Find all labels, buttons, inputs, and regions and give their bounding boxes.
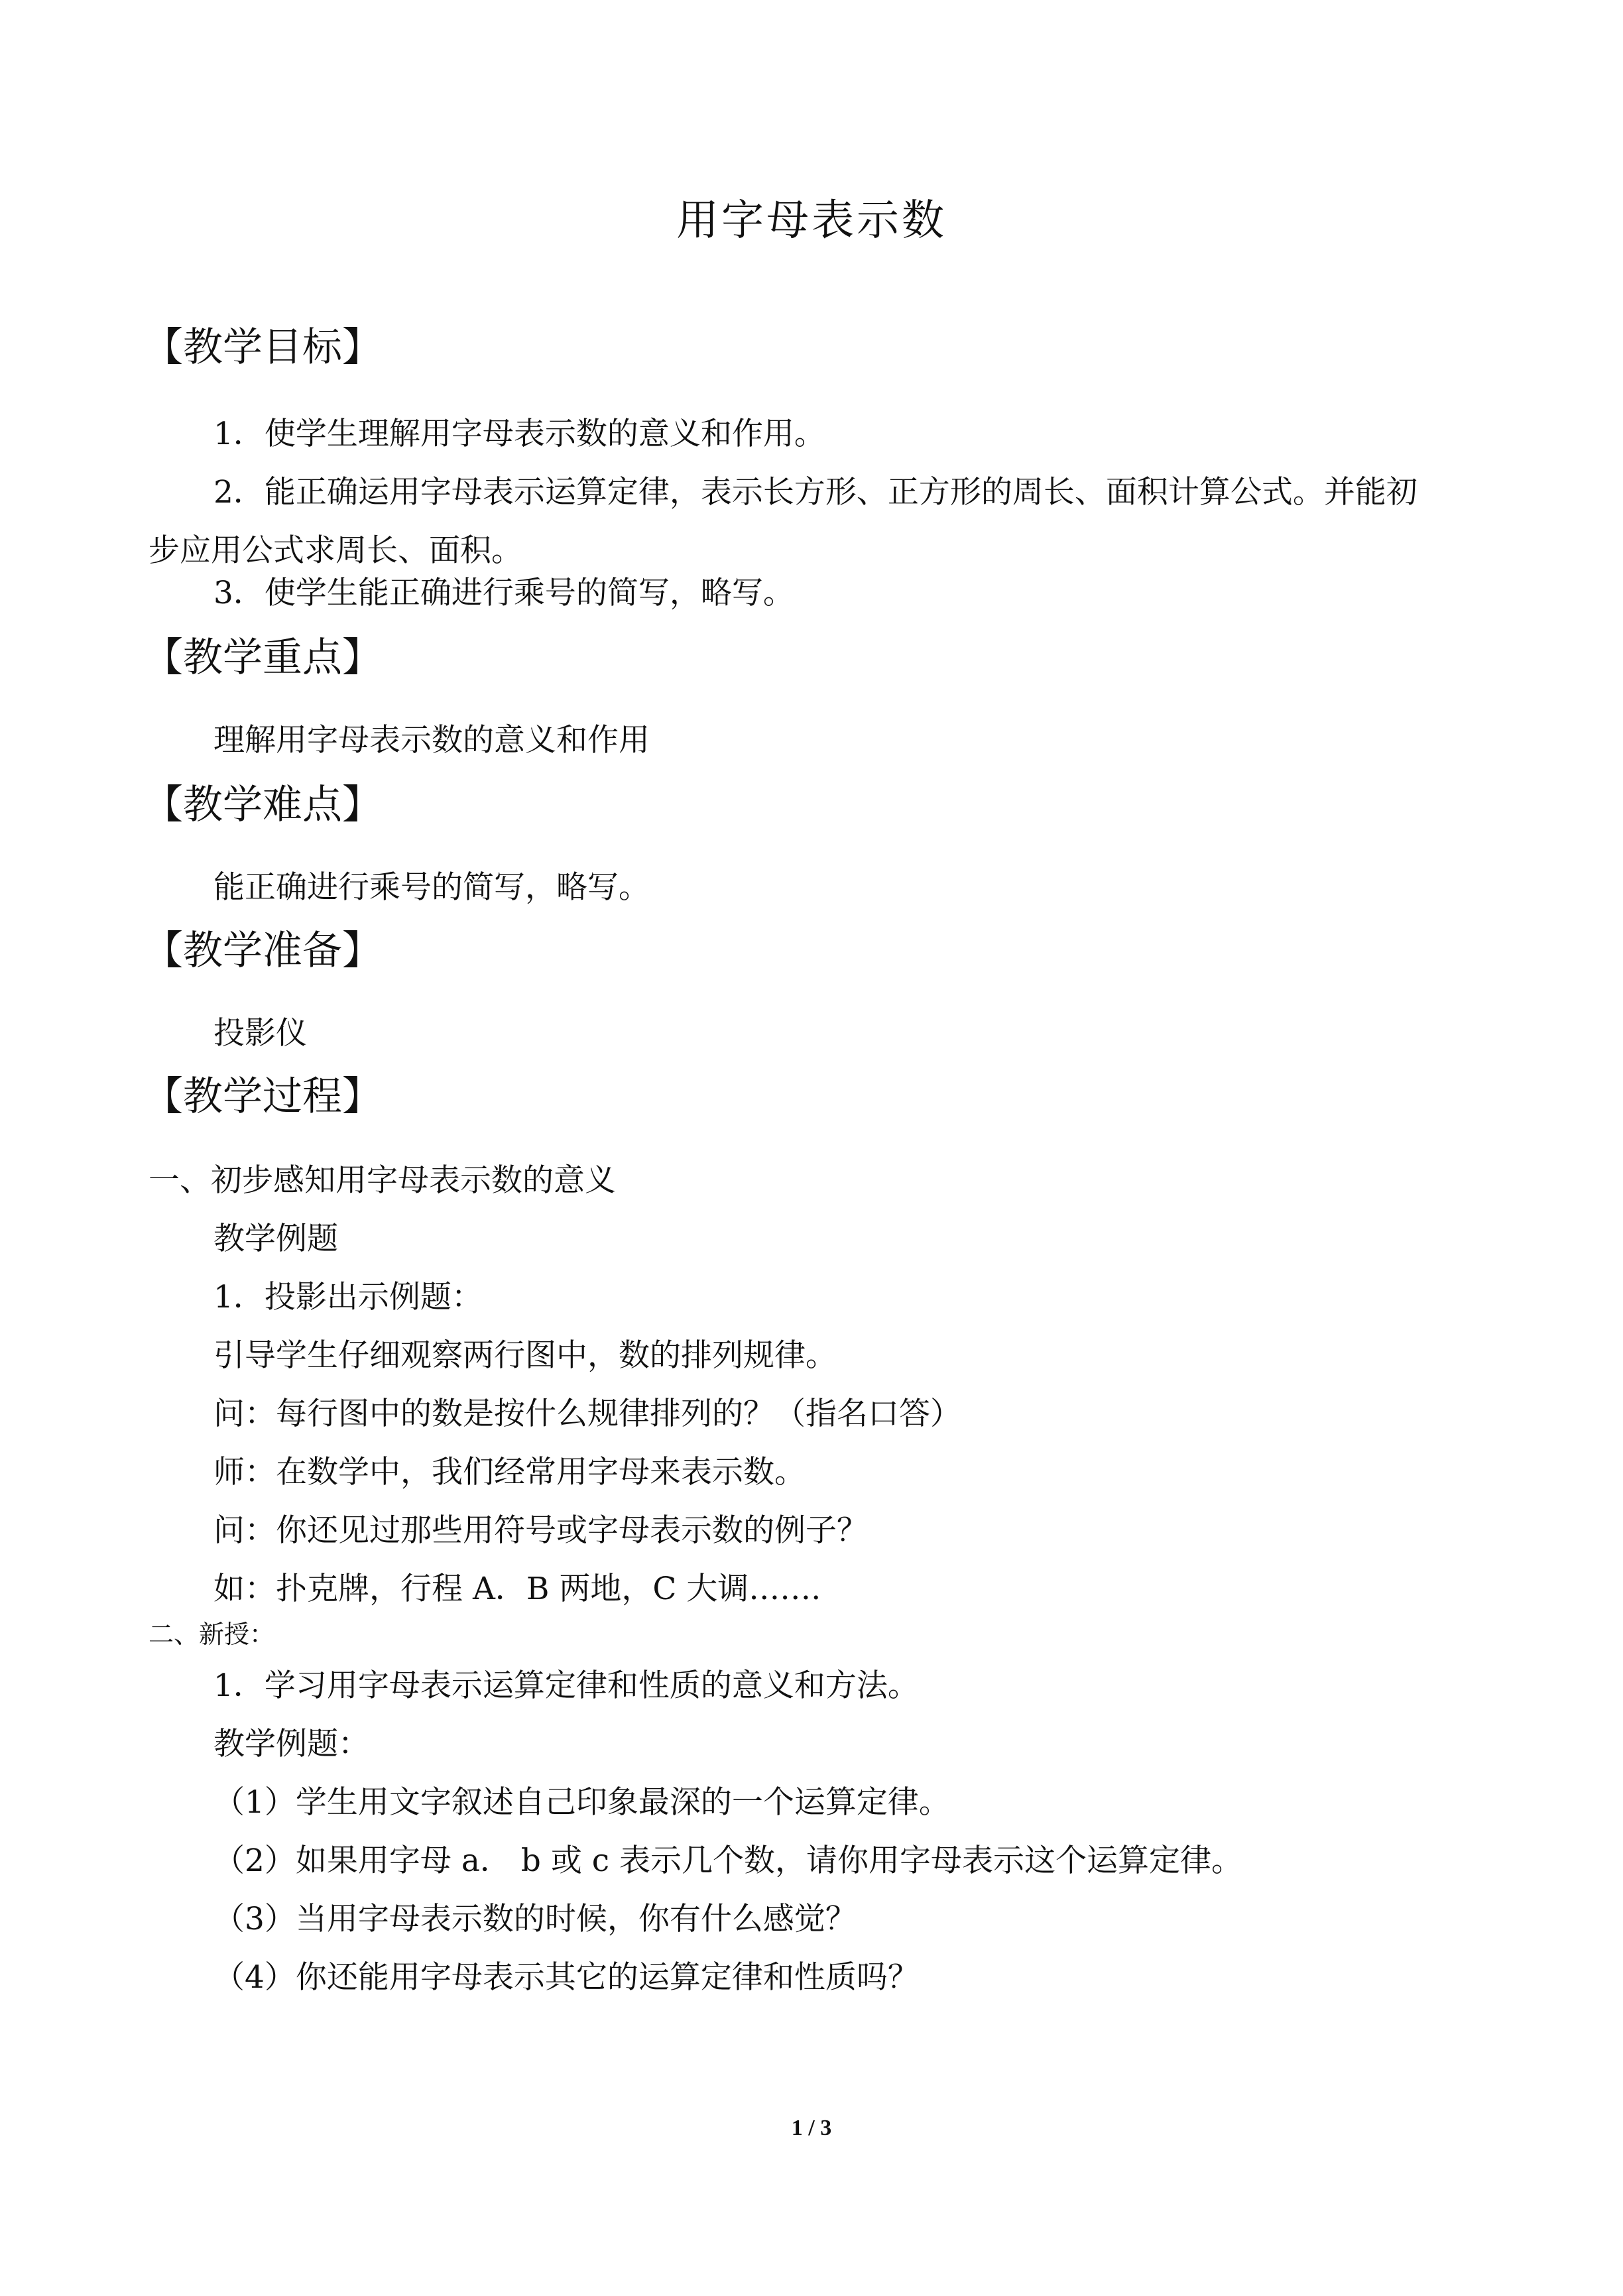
- goal-item-3: 3．使学生能正确进行乘号的简写，略写。: [213, 575, 794, 611]
- process-line: 师：在数学中，我们经常用字母来表示数。: [213, 1454, 806, 1490]
- process-part1-title: 一、初步感知用字母表示数的意义: [149, 1162, 616, 1199]
- process-line: 问：你还见过那些用符号或字母表示数的例子？: [213, 1512, 868, 1549]
- heading-key-points: 【教学重点】: [143, 634, 382, 681]
- process-line: 引导学生仔细观察两行图中，数的排列规律。: [213, 1337, 837, 1374]
- process-line: 教学例题：: [213, 1726, 369, 1762]
- heading-difficulties: 【教学难点】: [143, 782, 382, 828]
- document-title: 用字母表示数: [676, 196, 947, 245]
- goal-item-1: 1．使学生理解用字母表示数的意义和作用。: [213, 416, 825, 452]
- process-line: 问：每行图中的数是按什么规律排列的？（指名口答）: [213, 1396, 961, 1432]
- goal-item-2-continued: 步应用公式求周长、面积。: [149, 532, 522, 569]
- heading-goals: 【教学目标】: [143, 324, 382, 371]
- process-line: 教学例题: [213, 1221, 338, 1257]
- process-line: 1．学习用字母表示运算定律和性质的意义和方法。: [213, 1667, 919, 1704]
- goal-item-2: 2．能正确运用字母表示运算定律，表示长方形、正方形的周长、面积计算公式。并能初: [213, 474, 1417, 511]
- process-line: 1．投影出示例题：: [213, 1279, 483, 1315]
- process-line: （2）如果用字母 a． b 或 c 表示几个数，请你用字母表示这个运算定律。: [213, 1843, 1243, 1879]
- page-number: 1 / 3: [791, 2116, 832, 2140]
- process-line: （4）你还能用字母表示其它的运算定律和性质吗？: [213, 1959, 919, 1996]
- difficulties-text: 能正确进行乘号的简写，略写。: [213, 869, 650, 906]
- process-part2-title: 二、新授：: [149, 1620, 275, 1649]
- process-line: （3）当用字母表示数的时候，你有什么感觉？: [213, 1901, 857, 1937]
- key-points-text: 理解用字母表示数的意义和作用: [213, 722, 650, 758]
- process-line: 如：扑克牌，行程 A．B 两地，C 大调…….: [213, 1571, 821, 1607]
- preparation-text: 投影仪: [213, 1015, 307, 1052]
- process-line: （1）学生用文字叙述自己印象最深的一个运算定律。: [213, 1784, 950, 1821]
- heading-preparation: 【教学准备】: [143, 928, 382, 974]
- heading-process: 【教学过程】: [143, 1073, 382, 1120]
